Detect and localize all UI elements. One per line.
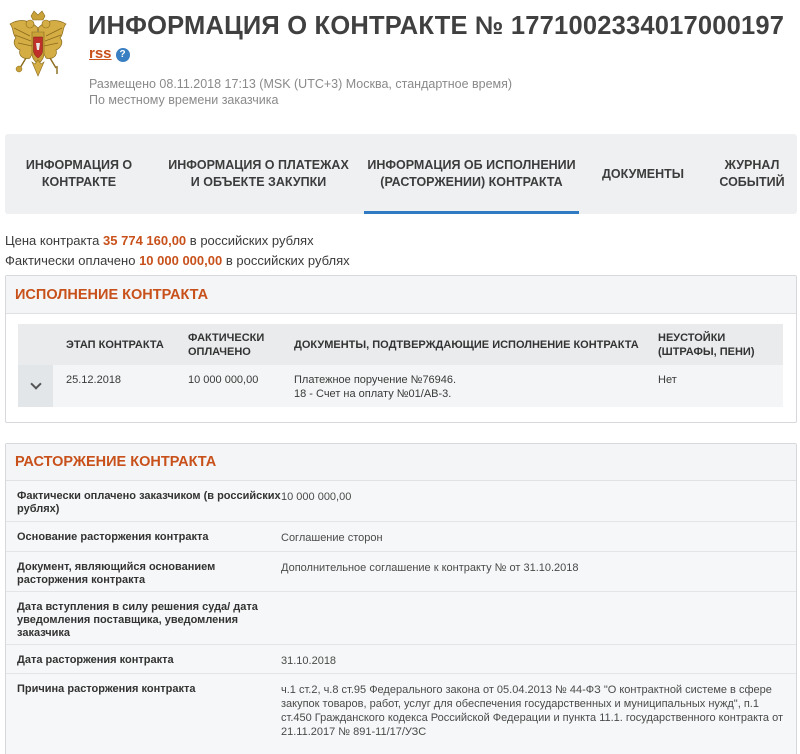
tab-label-line: ДОКУМЕНТЫ [602, 166, 684, 181]
detail-value: 31.10.2018 [281, 655, 337, 667]
tab-label-line: ИНФОРМАЦИЯ О [25, 158, 133, 172]
detail-row [6, 481, 796, 522]
contract-price-line [5, 233, 314, 248]
detail-value: Соглашение сторон [281, 532, 383, 544]
tab-label-line: ИНФОРМАЦИЯ ОБ ИСПОЛНЕНИИ [367, 158, 576, 172]
col-penalties-line: (ШТРАФЫ, ПЕНИ) [658, 345, 755, 358]
help-icon[interactable]: ? [116, 48, 130, 62]
tab-payments-info[interactable] [153, 134, 364, 214]
termination-section [5, 443, 797, 754]
page-title: ИНФОРМАЦИЯ О КОНТРАКТЕ № 1771002334017000197 [88, 12, 785, 40]
termination-section-title: РАСТОРЖЕНИЕ КОНТРАКТА [6, 444, 796, 481]
col-documents: ДОКУМЕНТЫ, ПОДТВЕРЖДАЮЩИЕ ИСПОЛНЕНИЕ КОНТРАКТА [294, 338, 639, 351]
execution-section [5, 275, 797, 423]
detail-key: Основание расторжения контракта [17, 531, 209, 543]
col-paid-line: ФАКТИЧЕСКИ [188, 331, 265, 344]
penalty-value: Нет [658, 374, 677, 386]
tab-label-line: ЖУРНАЛ [724, 158, 780, 172]
detail-value: 10 000 000,00 [281, 491, 352, 503]
execution-table-header [18, 324, 783, 365]
execution-table [18, 324, 783, 407]
table-row [18, 365, 783, 407]
paid-amount-label: Фактически оплачено [5, 253, 136, 268]
col-paid [188, 331, 294, 359]
posted-datetime: Размещено 08.11.2018 17:13 (MSK (UTC+3) Москва, стандартное время) [89, 77, 513, 91]
execution-section-title: ИСПОЛНЕНИЕ КОНТРАКТА [6, 276, 796, 314]
detail-row [6, 592, 796, 645]
tab-label-line: СОБЫТИЙ [719, 175, 785, 189]
detail-row [6, 645, 796, 674]
detail-row [6, 674, 796, 754]
paid-value: 10 000 000,00 [188, 374, 259, 386]
contract-price-label: Цена контракта [5, 233, 100, 248]
detail-key: Документ, являющийся основанием расторжения контракта [17, 561, 216, 586]
detail-key: Дата расторжения контракта [17, 654, 174, 666]
detail-value: Дополнительное соглашение к контракту № от 31.10.2018 [281, 562, 579, 574]
detail-row [6, 522, 796, 552]
detail-value [281, 592, 796, 644]
detail-key: Причина расторжения контракта [17, 683, 196, 695]
documents-value [294, 365, 658, 401]
tab-execution-info[interactable] [364, 134, 579, 214]
tab-documents[interactable] [579, 134, 707, 214]
tab-event-log[interactable] [707, 134, 797, 214]
detail-row [6, 552, 796, 592]
paid-amount-line [5, 253, 350, 268]
detail-key: Дата вступления в силу решения суда/ дата уведомления поставщика, уведомления заказчика [17, 601, 258, 639]
rss-row [89, 45, 130, 62]
stage-date: 25.12.2018 [66, 374, 122, 386]
chevron-down-icon [30, 378, 41, 389]
tab-bar [5, 134, 797, 214]
document-line: Платежное поручение №76946. [294, 374, 457, 386]
tab-label-line: (РАСТОРЖЕНИИ) КОНТРАКТА [380, 175, 563, 189]
col-penalties-line: НЕУСТОЙКИ [658, 331, 726, 344]
local-time-note: По местному времени заказчика [89, 93, 279, 107]
col-stage: ЭТАП КОНТРАКТА [66, 338, 164, 351]
currency-note: в российских рублях [225, 253, 350, 268]
contract-price-value: 35 774 160,00 [103, 233, 187, 248]
tab-label-line: И ОБЪЕКТЕ ЗАКУПКИ [190, 175, 327, 189]
detail-key: Фактически оплачено заказчиком (в российских рублях) [17, 490, 281, 515]
paid-amount-value: 10 000 000,00 [139, 253, 223, 268]
col-penalties [658, 331, 783, 359]
tab-contract-info[interactable] [5, 134, 153, 214]
currency-note: в российских рублях [189, 233, 314, 248]
rss-link[interactable]: rss [89, 45, 112, 62]
document-line: 18 - Счет на оплату №01/АВ-3. [294, 388, 452, 400]
termination-details [6, 481, 796, 754]
col-paid-line: ОПЛАЧЕНО [188, 345, 251, 358]
tab-label-line: ИНФОРМАЦИЯ О ПЛАТЕЖАХ [168, 158, 349, 172]
detail-value: ч.1 ст.2, ч.8 ст.95 Федерального закона от 05.04.2013 № 44-ФЗ "О контрактной системе в сфере закупок товаров, работ, услуг для обеспечения государственных и муниципальных нужд", п.1 ст.450 Гражданского кодекса Российской Федерации и пункта 11.1. государственного контракта от 21.11.2017 № 891-11/17/УЗС [281, 684, 784, 738]
coat-of-arms-emblem-icon [6, 10, 70, 86]
tab-label-line: КОНТРАКТЕ [41, 175, 117, 189]
expand-row-button[interactable] [18, 365, 53, 407]
